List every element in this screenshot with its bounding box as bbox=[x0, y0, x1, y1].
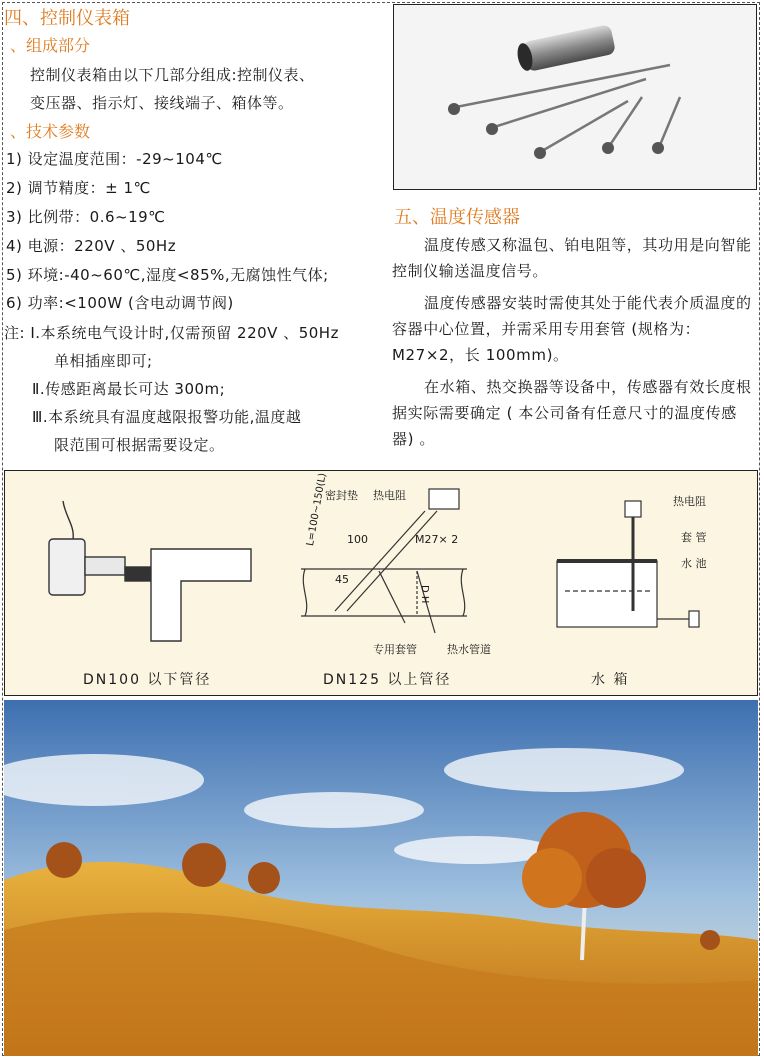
spec-item: 4) 电源：220V 、50Hz bbox=[6, 237, 177, 255]
label-tank-resistor: 热电阻 bbox=[673, 495, 706, 508]
landscape-photo bbox=[4, 700, 758, 1056]
caption-water-tank: 水 箱 bbox=[591, 672, 630, 688]
label-hot-pipe: 热水管道 bbox=[447, 643, 491, 656]
label-length-note: L=100~150(L) bbox=[305, 472, 329, 547]
section4-sub1-title: 、组成部分 bbox=[10, 36, 91, 55]
label-seal: 密封垫 bbox=[325, 489, 358, 502]
installation-diagrams bbox=[4, 470, 758, 696]
spec-item: 3) 比例带：0.6~19℃ bbox=[6, 208, 166, 226]
sensor-product-photo bbox=[393, 4, 757, 190]
section4-sub2-title: 、技术参数 bbox=[10, 122, 91, 141]
section4-sub1-line-2: 变压器、指示灯、接线端子、箱体等。 bbox=[30, 94, 294, 112]
label-thread: M27× 2 bbox=[415, 533, 459, 546]
label-tank-sleeve: 套 管 bbox=[681, 531, 707, 544]
section5-paragraph-3: 在水箱、热交换器等设备中，传感器有效长度根据实际需要确定 ( 本公司备有任意尺寸的温度传感器) 。 bbox=[392, 378, 752, 448]
label-dh: D H bbox=[419, 585, 430, 604]
caption-dn125: DN125 以上管径 bbox=[323, 672, 452, 688]
section4-title: 四、控制仪表箱 bbox=[4, 8, 130, 29]
dn100-diagram bbox=[49, 501, 251, 641]
section5-title: 五、温度传感器 bbox=[394, 207, 520, 228]
label-dim-100: 100 bbox=[347, 533, 368, 546]
spec-item: 6) 功率:<100W (含电动调节阀) bbox=[6, 294, 234, 312]
label-angle: 45 bbox=[335, 573, 349, 586]
note-line: 单相插座即可; bbox=[54, 352, 153, 370]
water-tank-diagram bbox=[557, 501, 699, 627]
section4-sub1-line-1: 控制仪表箱由以下几部分组成:控制仪表、 bbox=[30, 66, 315, 84]
note-line: 注: Ⅰ.本系统电气设计时,仅需预留 220V 、50Hz bbox=[4, 324, 339, 342]
note-line: 限范围可根据需要设定。 bbox=[54, 436, 225, 454]
label-tank-pool: 水 池 bbox=[681, 557, 707, 570]
note-line: Ⅲ.本系统具有温度越限报警功能,温度越 bbox=[32, 408, 302, 426]
label-resistor: 热电阻 bbox=[373, 489, 406, 502]
spec-item: 1) 设定温度范围：-29~104℃ bbox=[6, 150, 223, 168]
section5-paragraph-2: 温度传感器安装时需使其处于能代表介质温度的容器中心位置，并需采用专用套管 (规格为：M27×2，长 100mm)。 bbox=[392, 294, 752, 364]
spec-item: 2) 调节精度：± 1℃ bbox=[6, 179, 151, 197]
caption-dn100: DN100 以下管径 bbox=[83, 672, 212, 688]
label-sleeve: 专用套管 bbox=[373, 643, 417, 656]
section5-paragraph-1: 温度传感又称温包、铂电阻等，其功用是向智能控制仪输送温度信号。 bbox=[392, 236, 752, 280]
note-line: Ⅱ.传感距离最长可达 300m; bbox=[32, 380, 226, 398]
sleeve-cylinder-icon bbox=[515, 24, 616, 72]
spec-item: 5) 环境:-40~60℃,湿度<85%,无腐蚀性气体; bbox=[6, 266, 329, 284]
dn125-diagram bbox=[301, 489, 467, 633]
sensor-probes-icon bbox=[456, 65, 680, 151]
